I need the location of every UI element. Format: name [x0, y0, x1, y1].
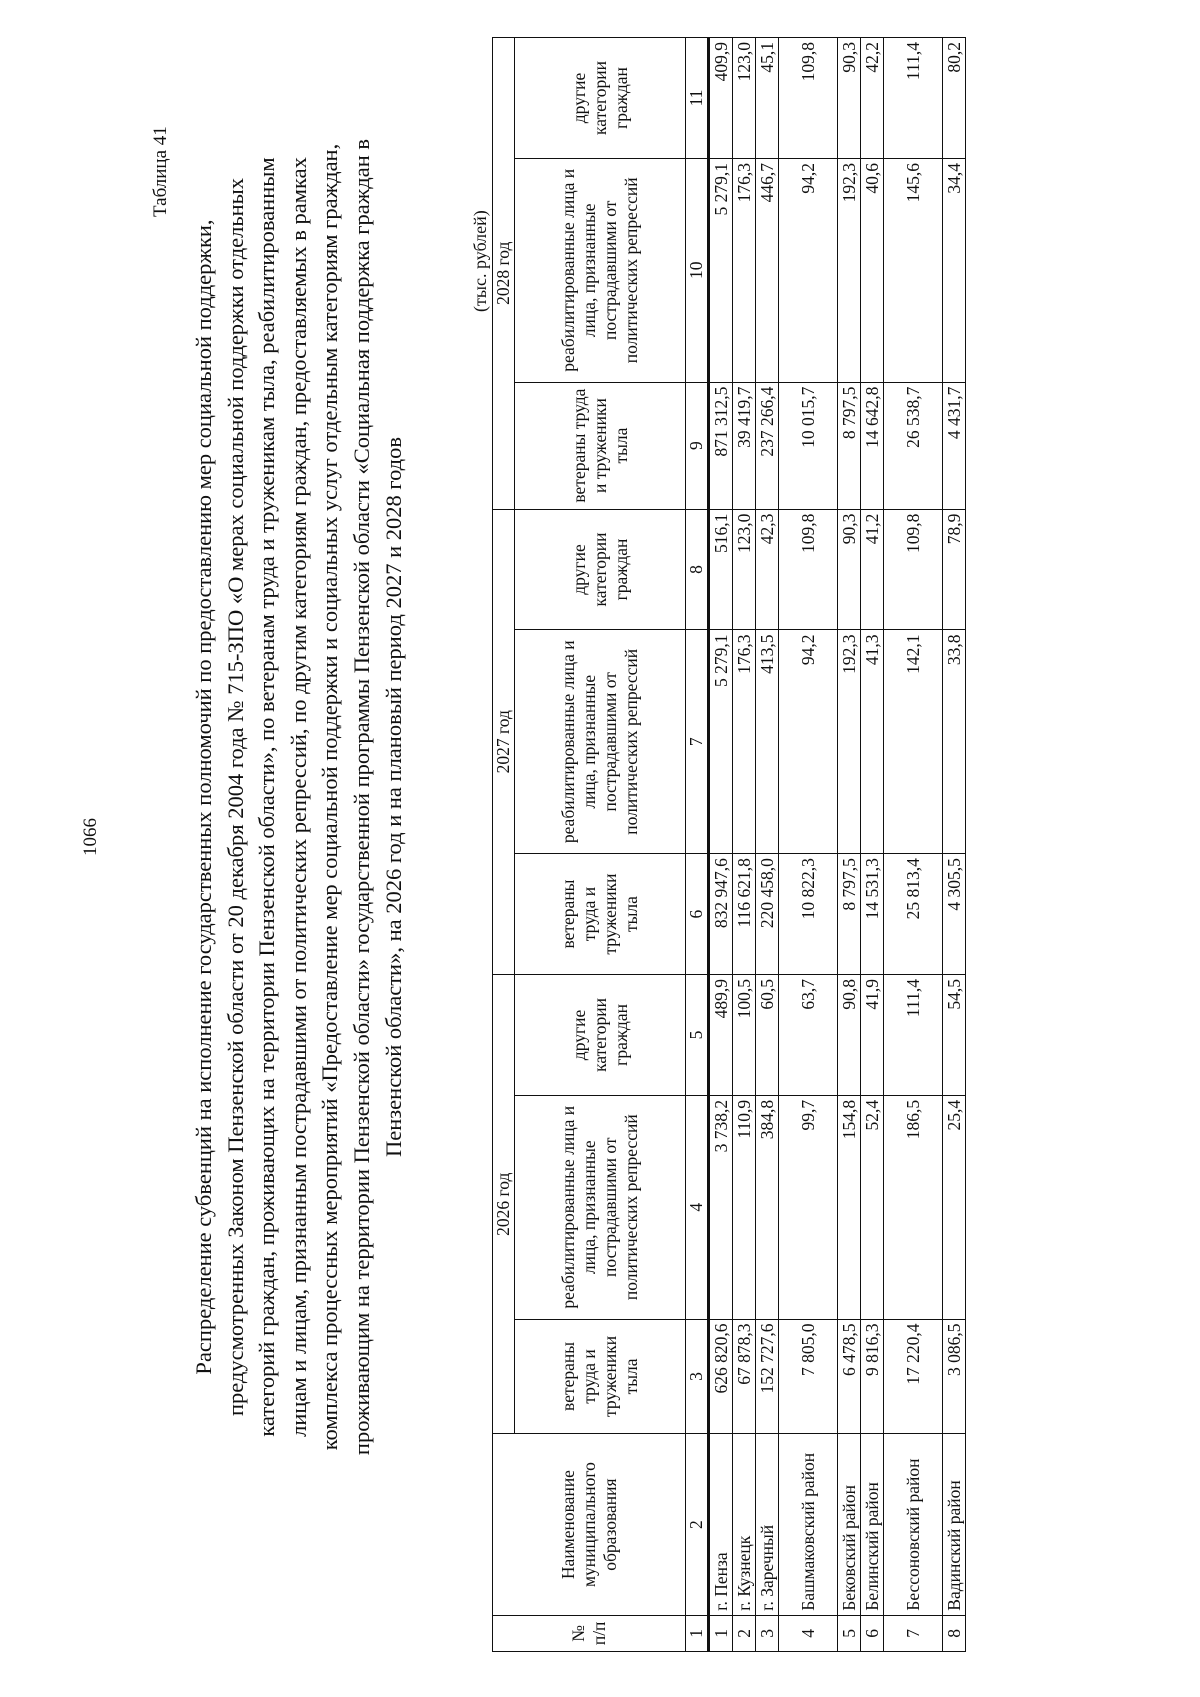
- value-cell: 63,7: [779, 975, 838, 1096]
- value-cell: 154,8: [838, 1095, 861, 1319]
- header-name: Наименование муниципального образования: [493, 1434, 686, 1615]
- table-row: [779, 38, 838, 1652]
- value-cell: 41,9: [861, 975, 884, 1096]
- table-row: [709, 38, 733, 1652]
- value-cell: 123,0: [733, 509, 756, 630]
- value-cell: 100,5: [733, 975, 756, 1096]
- value-cell: 42,3: [756, 509, 779, 630]
- value-cell: 41,2: [861, 509, 884, 630]
- municipality-name: г. Кузнецк: [733, 1434, 756, 1615]
- table-row: [943, 38, 966, 1652]
- value-cell: 94,2: [779, 158, 838, 382]
- value-cell: 111,4: [884, 38, 943, 159]
- row-number: 5: [838, 1615, 861, 1651]
- row-number: 7: [884, 1615, 943, 1651]
- row-number: 4: [779, 1615, 838, 1651]
- municipality-name: Бековский район: [838, 1434, 861, 1615]
- value-cell: 17 220,4: [884, 1319, 943, 1434]
- value-cell: 90,3: [838, 38, 861, 159]
- value-cell: 384,8: [756, 1095, 779, 1319]
- municipality-name: Башмаковский район: [779, 1434, 838, 1615]
- value-cell: 3 086,5: [943, 1319, 966, 1434]
- value-cell: 54,5: [943, 975, 966, 1096]
- value-cell: 33,8: [943, 630, 966, 854]
- header-veterans: ветераны труда и труженики тыла: [515, 1319, 686, 1434]
- value-cell: 626 820,6: [709, 1319, 733, 1434]
- value-cell: 8 797,5: [838, 854, 861, 975]
- value-cell: 152 727,6: [756, 1319, 779, 1434]
- column-index: 11: [686, 38, 709, 159]
- value-cell: 4 305,5: [943, 854, 966, 975]
- value-cell: 109,8: [779, 509, 838, 630]
- value-cell: 5 279,1: [709, 158, 733, 382]
- value-cell: 176,3: [733, 630, 756, 854]
- value-cell: 25 813,4: [884, 854, 943, 975]
- value-cell: 52,4: [861, 1095, 884, 1319]
- value-cell: 78,9: [943, 509, 966, 630]
- table-row: [861, 38, 884, 1652]
- table-row: [838, 38, 861, 1652]
- value-cell: 90,3: [838, 509, 861, 630]
- value-cell: 39 419,7: [733, 382, 756, 509]
- value-cell: 10 015,7: [779, 382, 838, 509]
- column-index-row: [686, 38, 709, 1652]
- header-year-2028: 2028 год: [493, 38, 515, 510]
- row-number: 6: [861, 1615, 884, 1651]
- value-cell: 871 312,5: [709, 382, 733, 509]
- column-index: 3: [686, 1319, 709, 1434]
- value-cell: 516,1: [709, 509, 733, 630]
- value-cell: 220 458,0: [756, 854, 779, 975]
- header-veterans: ветераны труда и труженики тыла: [515, 382, 686, 509]
- municipality-name: г. Заречный: [756, 1434, 779, 1615]
- subsidy-table: [492, 37, 966, 1652]
- value-cell: 116 621,8: [733, 854, 756, 975]
- value-cell: 45,1: [756, 38, 779, 159]
- value-cell: 40,6: [861, 158, 884, 382]
- value-cell: 25,4: [943, 1095, 966, 1319]
- value-cell: 3 738,2: [709, 1095, 733, 1319]
- value-cell: 109,8: [884, 509, 943, 630]
- header-rehabilitated: реабилитированные лица и лица, признанные пострадавшими от политических репрессий: [515, 630, 686, 854]
- header-rehabilitated: реабилитированные лица и лица, признанные пострадавшими от политических репрессий: [515, 158, 686, 382]
- table-body: [709, 38, 966, 1652]
- header-other: другие категории граждан: [515, 975, 686, 1096]
- value-cell: 80,2: [943, 38, 966, 159]
- value-cell: 9 816,3: [861, 1319, 884, 1434]
- value-cell: 41,3: [861, 630, 884, 854]
- row-number: 3: [756, 1615, 779, 1651]
- value-cell: 34,4: [943, 158, 966, 382]
- value-cell: 192,3: [838, 158, 861, 382]
- value-cell: 99,7: [779, 1095, 838, 1319]
- column-index: 10: [686, 158, 709, 382]
- value-cell: 14 642,8: [861, 382, 884, 509]
- table-row: [884, 38, 943, 1652]
- column-index: 5: [686, 975, 709, 1096]
- value-cell: 832 947,6: [709, 854, 733, 975]
- value-cell: 145,6: [884, 158, 943, 382]
- value-cell: 7 805,0: [779, 1319, 838, 1434]
- value-cell: 14 531,3: [861, 854, 884, 975]
- value-cell: 111,4: [884, 975, 943, 1096]
- column-index: 2: [686, 1434, 709, 1615]
- value-cell: 4 431,7: [943, 382, 966, 509]
- value-cell: 446,7: [756, 158, 779, 382]
- column-index: 8: [686, 509, 709, 630]
- value-cell: 26 538,7: [884, 382, 943, 509]
- table-label: Таблица 41: [150, 126, 171, 217]
- value-cell: 8 797,5: [838, 382, 861, 509]
- row-number: 8: [943, 1615, 966, 1651]
- row-number: 1: [709, 1615, 733, 1651]
- value-cell: 110,9: [733, 1095, 756, 1319]
- value-cell: 67 878,3: [733, 1319, 756, 1434]
- table-row: [756, 38, 779, 1652]
- value-cell: 176,3: [733, 158, 756, 382]
- header-rehabilitated: реабилитированные лица и лица, признанные пострадавшими от политических репрессий: [515, 1095, 686, 1319]
- value-cell: 237 266,4: [756, 382, 779, 509]
- table-title: Распределение субвенций на исполнение государственных полномочий по предоставлению мер социальной поддержки, предусмотренных Законом Пензенской области от 20 декабря 2004 года № 715-ЗПО «О мерах социальной поддержки отдельных категорий граждан, проживающих на территории Пензенской области», по ветеранам труда и труженикам тыла, реабилитированным лицам и лицам, признанным пострадавшими от политических репрессий, по другим категориям граждан, предоставляемых в рамках комплекса процессных мероприятий «Предоставление мер социальной поддержки и социальных услуг отдельным категориям граждан, проживающим на территории Пензенской области» государственной программы Пензенской области «Социальная поддержка граждан в Пензенской области», на 2026 год и на плановый период 2027 и 2028 годов: [191, 138, 406, 1456]
- municipality-name: г. Пенза: [709, 1434, 733, 1615]
- header-year-2026: 2026 год: [493, 975, 515, 1434]
- value-cell: 409,9: [709, 38, 733, 159]
- value-cell: 192,3: [838, 630, 861, 854]
- header-num: № п/п: [493, 1615, 686, 1651]
- value-cell: 413,5: [756, 630, 779, 854]
- value-cell: 90,8: [838, 975, 861, 1096]
- value-cell: 489,9: [709, 975, 733, 1096]
- value-cell: 5 279,1: [709, 630, 733, 854]
- column-index: 6: [686, 854, 709, 975]
- value-cell: 94,2: [779, 630, 838, 854]
- units-label: (тыс. рублей): [470, 210, 490, 312]
- column-index: 1: [686, 1615, 709, 1651]
- table-row: [733, 38, 756, 1652]
- header-year-2027: 2027 год: [493, 509, 515, 974]
- value-cell: 10 822,3: [779, 854, 838, 975]
- column-index: 9: [686, 382, 709, 509]
- row-number: 2: [733, 1615, 756, 1651]
- value-cell: 142,1: [884, 630, 943, 854]
- value-cell: 60,5: [756, 975, 779, 1096]
- column-index: 4: [686, 1095, 709, 1319]
- column-index: 7: [686, 630, 709, 854]
- page-number: 1066: [80, 818, 101, 856]
- header-veterans: ветераны труда и труженики тыла: [515, 854, 686, 975]
- value-cell: 42,2: [861, 38, 884, 159]
- value-cell: 186,5: [884, 1095, 943, 1319]
- municipality-name: Вадинский район: [943, 1434, 966, 1615]
- municipality-name: Белинский район: [861, 1434, 884, 1615]
- municipality-name: Бессоновский район: [884, 1434, 943, 1615]
- value-cell: 109,8: [779, 38, 838, 159]
- value-cell: 6 478,5: [838, 1319, 861, 1434]
- value-cell: 123,0: [733, 38, 756, 159]
- header-other: другие категории граждан: [515, 38, 686, 159]
- header-other: другие категории граждан: [515, 509, 686, 630]
